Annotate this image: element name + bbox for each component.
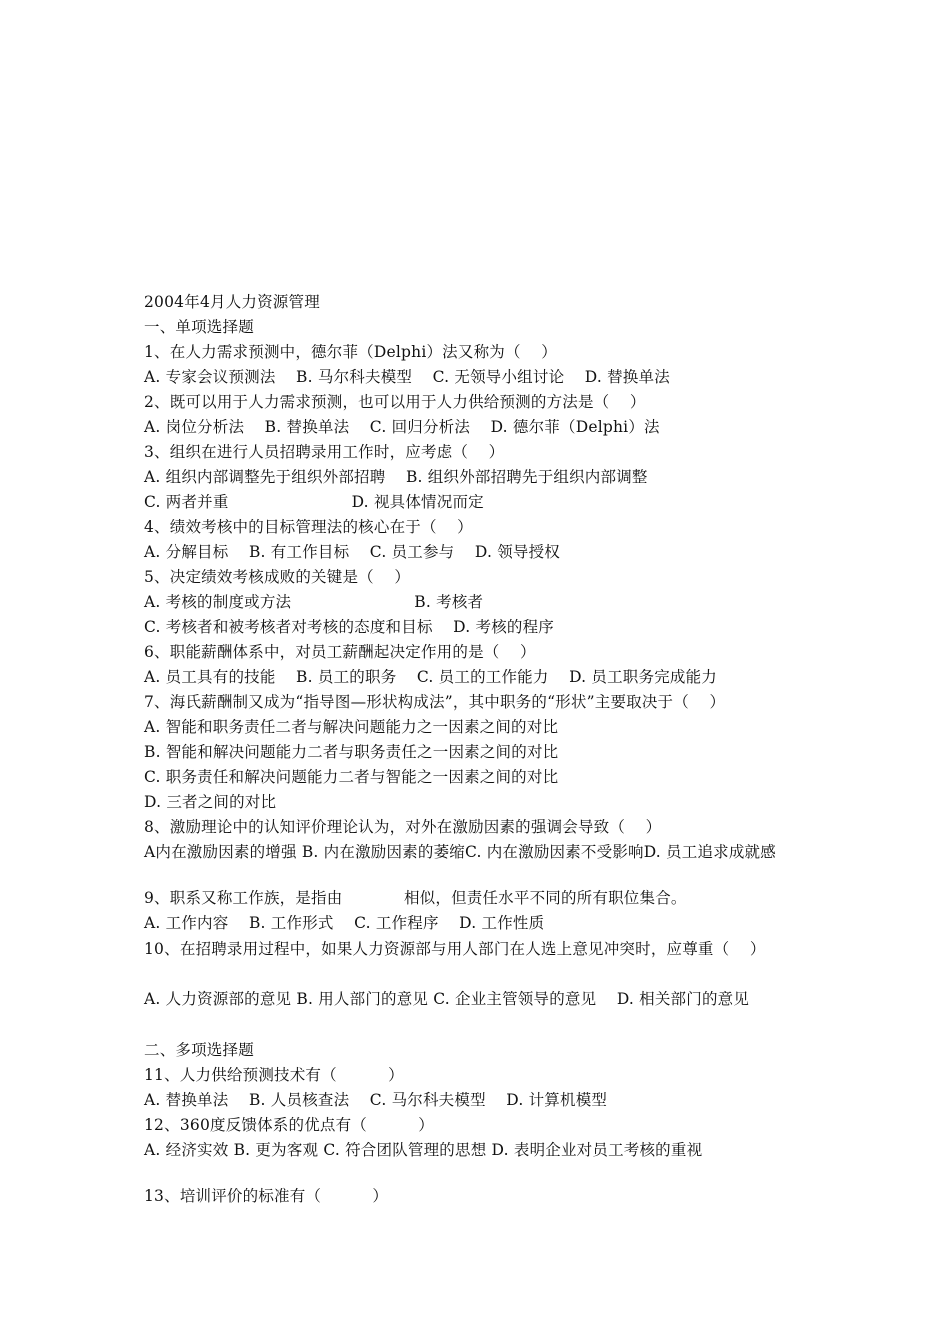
option-line: A. 岗位分析法 B. 替换单法 C. 回归分析法 D. 德尔菲（Delphi）法 — [144, 418, 660, 436]
option-line: A. 专家会议预测法 B. 马尔科夫模型 C. 无领导小组讨论 D. 替换单法 — [144, 368, 670, 386]
question-line: 1、在人力需求预测中，德尔菲（Delphi）法又称为（ ） — [144, 343, 557, 361]
document-title: 2004年4月人力资源管理 — [144, 293, 320, 311]
option-line: A. 组织内部调整先于组织外部招聘 B. 组织外部招聘先于组织内部调整 — [144, 468, 648, 486]
option-line: A. 分解目标 B. 有工作目标 C. 员工参与 D. 领导授权 — [144, 543, 561, 561]
question-line: 2、既可以用于人力需求预测，也可以用于人力供给预测的方法是（ ） — [144, 393, 646, 411]
question-line: 7、海氏薪酬制又成为“指导图—形状构成法”，其中职务的“形状”主要取决于（ ） — [144, 693, 726, 711]
question-line: 12、360度反馈体系的优点有（ ） — [144, 1116, 434, 1134]
question-line: 6、职能薪酬体系中，对员工薪酬起决定作用的是（ ） — [144, 643, 536, 661]
option-line: A. 人力资源部的意见 B. 用人部门的意见 C. 企业主管领导的意见 D. 相关部门的意见 — [144, 990, 750, 1008]
question-line: 9、职系又称工作族，是指由 相似，但责任水平不同的所有职位集合。 — [144, 889, 687, 907]
question-line: 10、在招聘录用过程中，如果人力资源部与用人部门在人选上意见冲突时，应尊重（ ） — [144, 940, 766, 958]
option-line-wrapped: A. 经济实效 B. 更为客观 C. 符合团队管理的思想 D. 表明企业对员工考核的重视 — [144, 1141, 703, 1159]
option-line: C. 职务责任和解决问题能力二者与智能之一因素之间的对比 — [144, 768, 559, 786]
question-line: 4、绩效考核中的目标管理法的核心在于（ ） — [144, 518, 473, 536]
section-heading: 二、多项选择题 — [144, 1041, 254, 1059]
option-line: D. 三者之间的对比 — [144, 793, 277, 811]
question-line: 8、激励理论中的认知评价理论认为，对外在激励因素的强调会导致（ ） — [144, 818, 662, 836]
option-line-wrapped: A内在激励因素的增强 B. 内在激励因素的萎缩C. 内在激励因素不受影响D. 员工追求成就感 — [144, 843, 776, 861]
question-line: 3、组织在进行人员招聘录用工作时，应考虑（ ） — [144, 443, 505, 461]
option-line: A. 替换单法 B. 人员核查法 C. 马尔科夫模型 D. 计算机模型 — [144, 1091, 608, 1109]
question-line: 5、决定绩效考核成败的关键是（ ） — [144, 568, 411, 586]
section-heading: 一、单项选择题 — [144, 318, 254, 336]
option-line: A. 考核的制度或方法 B. 考核者 — [144, 593, 484, 611]
option-line: A. 智能和职务责任二者与解决问题能力之一因素之间的对比 — [144, 718, 559, 736]
option-line: A. 员工具有的技能 B. 员工的职务 C. 员工的工作能力 D. 员工职务完成能力 — [144, 668, 718, 686]
question-line: 11、人力供给预测技术有（ ） — [144, 1066, 404, 1084]
question-line: 13、培训评价的标准有（ ） — [144, 1187, 389, 1205]
option-line: C. 两者并重 D. 视具体情况而定 — [144, 493, 484, 511]
option-line: B. 智能和解决问题能力二者与职务责任之一因素之间的对比 — [144, 743, 559, 761]
option-line: A. 工作内容 B. 工作形式 C. 工作程序 D. 工作性质 — [144, 914, 545, 932]
option-line: C. 考核者和被考核者对考核的态度和目标 D. 考核的程序 — [144, 618, 554, 636]
